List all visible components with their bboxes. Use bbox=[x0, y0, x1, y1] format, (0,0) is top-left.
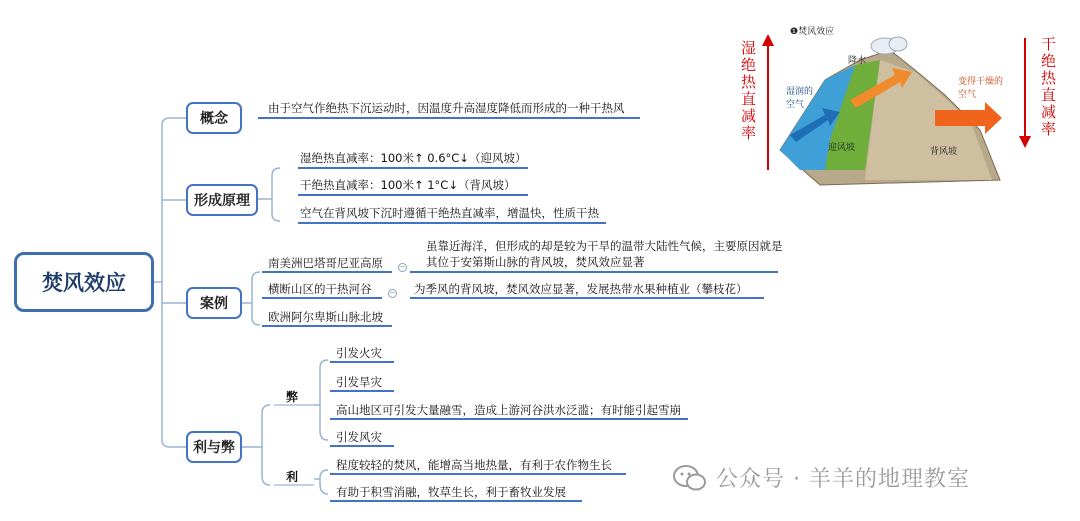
windward-label: 迎风坡 bbox=[828, 143, 856, 153]
case-desc: 为季风的背风坡，焚风效应显著，发展热带水果种植业（攀枝花） bbox=[414, 282, 748, 296]
mountain-drawing bbox=[730, 20, 1070, 190]
principle-item: 干绝热直减率：100米↑ 1°C↓（背风坡） bbox=[300, 178, 516, 192]
moist-adiabatic-label: 湿绝热直减率 bbox=[739, 40, 757, 142]
illustration-title: ❶焚风效应 bbox=[790, 27, 835, 37]
foehn-illustration bbox=[730, 20, 1070, 190]
dry-adiabatic-label: 干绝热直减率 bbox=[1039, 36, 1057, 138]
concept-text: 由于空气作绝热下沉运动时，因温度升高湿度降低而形成的一种干热风 bbox=[268, 101, 625, 115]
pros-label[interactable]: 利 bbox=[286, 470, 299, 484]
dry-hot-air-label: 变得干燥的空气 bbox=[958, 77, 1004, 100]
case-desc: 虽靠近海洋，但形成的却是较为干旱的温带大陆性气候，主要原因就是其位于安第斯山脉的背风坡，焚风效应显著 bbox=[426, 239, 783, 269]
collapse-toggle-icon[interactable]: − bbox=[399, 263, 406, 271]
root-node[interactable]: 焚风效应 bbox=[14, 252, 154, 312]
cons-item: 引发火灾 bbox=[336, 346, 382, 360]
wechat-icon bbox=[672, 464, 708, 492]
branch-principle[interactable]: 形成原理 bbox=[186, 184, 258, 216]
leeward-label: 背风坡 bbox=[930, 147, 958, 157]
principle-item: 空气在背风坡下沉时遵循干绝热直减率，增温快，性质干热 bbox=[300, 206, 599, 220]
branch-cases[interactable]: 案例 bbox=[186, 287, 242, 319]
collapse-toggle-icon[interactable]: − bbox=[389, 289, 396, 297]
cons-item: 高山地区可引发大量融雪，造成上游河谷洪水泛滥；有时能引起雪崩 bbox=[336, 403, 681, 417]
principle-item: 湿绝热直减率：100米↑ 0.6°C↓（迎风坡） bbox=[300, 151, 527, 165]
rain-label: 降水 bbox=[848, 56, 867, 66]
branch-concept[interactable]: 概念 bbox=[186, 102, 242, 134]
cons-label[interactable]: 弊 bbox=[286, 390, 299, 404]
cons-item: 引发旱灾 bbox=[336, 375, 382, 389]
case-name[interactable]: 横断山区的干热河谷 bbox=[268, 282, 372, 296]
watermark bbox=[672, 462, 970, 493]
pros-item: 程度较轻的焚风，能增高当地热量，有利于农作物生长 bbox=[336, 458, 612, 472]
moist-air-label: 湿润的空气 bbox=[786, 87, 814, 110]
cons-item: 引发风灾 bbox=[336, 430, 382, 444]
pros-item: 有助于积雪消融，牧草生长，利于畜牧业发展 bbox=[336, 485, 566, 499]
case-name[interactable]: 欧洲阿尔卑斯山脉北坡 bbox=[268, 310, 383, 324]
watermark-text: 公众号 · 羊羊的地理教室 bbox=[716, 467, 970, 492]
branch-proscons[interactable]: 利与弊 bbox=[186, 431, 242, 463]
case-name[interactable]: 南美洲巴塔哥尼亚高原 bbox=[268, 256, 383, 270]
